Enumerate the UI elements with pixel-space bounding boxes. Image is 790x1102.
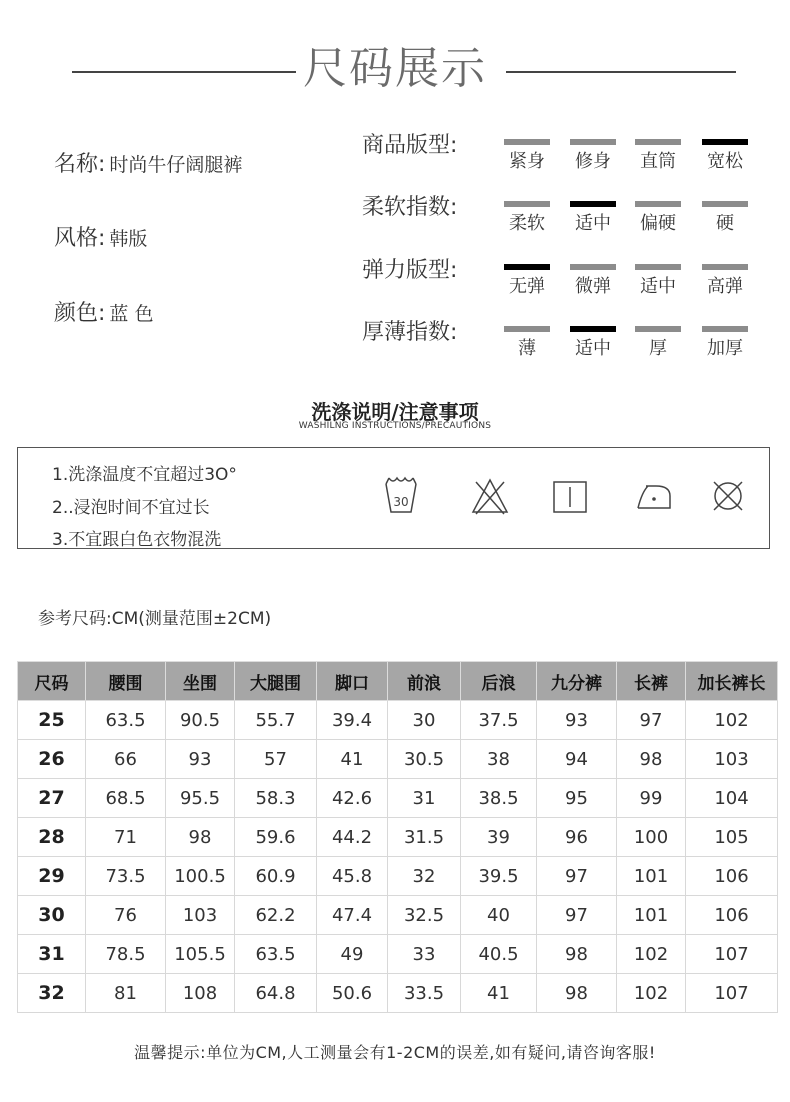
footer-note: 温馨提示:单位为CM,人工测量会有1-2CM的误差,如有疑问,请咨询客服! <box>134 1043 656 1062</box>
table-cell: 47.4 <box>317 896 388 935</box>
table-row <box>18 779 778 818</box>
spec-option <box>570 326 616 360</box>
table-header-row <box>18 662 778 701</box>
table-cell: 33 <box>388 935 461 974</box>
table-cell: 63.5 <box>235 935 317 974</box>
table-cell: 105.5 <box>166 935 235 974</box>
table-cell: 32 <box>388 857 461 896</box>
spec-label: 柔软指数: <box>362 195 458 220</box>
spec-option-label: 紧身 <box>509 151 545 172</box>
table-cell: 93 <box>537 701 617 740</box>
table-cell: 90.5 <box>166 701 235 740</box>
table-cell: 31.5 <box>388 818 461 857</box>
table-cell: 62.2 <box>235 896 317 935</box>
spec-bar <box>635 139 681 145</box>
spec-option <box>504 139 550 173</box>
spec-bar <box>570 139 616 145</box>
spec-option-label: 宽松 <box>707 151 743 172</box>
spec-option-label: 微弹 <box>575 276 611 297</box>
spec-option <box>570 139 616 173</box>
table-header-cell: 尺码 <box>18 662 86 701</box>
spec-label: 厚薄指数: <box>362 320 458 345</box>
table-row <box>18 857 778 896</box>
table-cell: 31 <box>388 779 461 818</box>
table-cell: 68.5 <box>86 779 166 818</box>
spec-option <box>702 326 748 360</box>
table-header-cell: 腰围 <box>86 662 166 701</box>
spec-option <box>635 139 681 173</box>
spec-option-label: 高弹 <box>707 276 743 297</box>
spec-option-label: 适中 <box>575 338 611 359</box>
spec-option <box>635 201 681 235</box>
table-cell: 101 <box>617 857 686 896</box>
table-cell: 98 <box>166 818 235 857</box>
table-cell: 99 <box>617 779 686 818</box>
table-cell: 100.5 <box>166 857 235 896</box>
table-cell: 98 <box>617 740 686 779</box>
table-cell: 78.5 <box>86 935 166 974</box>
spec-bar <box>504 139 550 145</box>
spec-label: 商品版型: <box>362 133 458 158</box>
table-cell: 57 <box>235 740 317 779</box>
table-cell: 42.6 <box>317 779 388 818</box>
table-cell: 41 <box>461 974 537 1013</box>
table-cell: 107 <box>686 974 778 1013</box>
table-cell: 32.5 <box>388 896 461 935</box>
table-cell: 101 <box>617 896 686 935</box>
spec-bar <box>702 326 748 332</box>
table-cell: 102 <box>617 935 686 974</box>
spec-label: 弹力版型: <box>362 258 458 283</box>
spec-option-label: 加厚 <box>707 338 743 359</box>
table-header-cell: 后浪 <box>461 662 537 701</box>
size-cell: 30 <box>18 896 86 935</box>
table-cell: 105 <box>686 818 778 857</box>
table-row <box>18 818 778 857</box>
table-cell: 102 <box>686 701 778 740</box>
product-color <box>54 296 153 327</box>
wash-line-2: 2..浸泡时间不宜过长 <box>52 498 210 518</box>
table-cell: 95 <box>537 779 617 818</box>
table-cell: 45.8 <box>317 857 388 896</box>
table-cell: 103 <box>166 896 235 935</box>
spec-option <box>570 201 616 235</box>
table-cell: 107 <box>686 935 778 974</box>
table-header-cell: 前浪 <box>388 662 461 701</box>
table-row <box>18 974 778 1013</box>
spec-option <box>570 264 616 298</box>
table-cell: 104 <box>686 779 778 818</box>
wash-line-1: 1.洗涤温度不宜超过3O° <box>52 465 237 485</box>
spec-bar <box>702 201 748 207</box>
table-cell: 39.5 <box>461 857 537 896</box>
no-tumble-dry-icon <box>709 476 747 516</box>
wash-title: 洗涤说明/注意事项 <box>311 400 479 424</box>
spec-option <box>504 264 550 298</box>
product-color-label: 颜色: <box>54 301 106 326</box>
spec-bar <box>635 326 681 332</box>
table-cell: 63.5 <box>86 701 166 740</box>
spec-option-label: 厚 <box>649 338 667 359</box>
table-cell: 38 <box>461 740 537 779</box>
table-cell: 95.5 <box>166 779 235 818</box>
size-cell: 26 <box>18 740 86 779</box>
table-cell: 106 <box>686 857 778 896</box>
table-header-cell: 长裤 <box>617 662 686 701</box>
table-cell: 33.5 <box>388 974 461 1013</box>
table-cell: 106 <box>686 896 778 935</box>
table-header-cell: 坐围 <box>166 662 235 701</box>
table-cell: 44.2 <box>317 818 388 857</box>
spec-bar <box>504 201 550 207</box>
table-cell: 60.9 <box>235 857 317 896</box>
table-row <box>18 701 778 740</box>
product-color-value: 蓝 色 <box>109 303 154 325</box>
wash-temp-label: 30 <box>393 495 409 509</box>
wash-30-icon <box>383 476 419 516</box>
table-cell: 100 <box>617 818 686 857</box>
spec-option-label: 薄 <box>518 338 536 359</box>
table-cell: 81 <box>86 974 166 1013</box>
table-cell: 94 <box>537 740 617 779</box>
table-cell: 97 <box>537 857 617 896</box>
line-dry-icon <box>551 476 589 516</box>
no-bleach-icon <box>470 476 510 516</box>
table-cell: 98 <box>537 935 617 974</box>
table-cell: 38.5 <box>461 779 537 818</box>
table-cell: 102 <box>617 974 686 1013</box>
spec-option-label: 柔软 <box>509 213 545 234</box>
table-cell: 97 <box>537 896 617 935</box>
spec-option-label: 适中 <box>575 213 611 234</box>
wash-subtitle: WASHILNG INSTRUCTIONS/PRECAUTIONS <box>298 421 492 431</box>
title-rule-right <box>506 71 736 73</box>
size-cell: 31 <box>18 935 86 974</box>
table-cell: 59.6 <box>235 818 317 857</box>
spec-bar-selected <box>570 326 616 332</box>
spec-bar-selected <box>570 201 616 207</box>
table-cell: 39 <box>461 818 537 857</box>
table-cell: 66 <box>86 740 166 779</box>
size-table <box>17 661 778 1013</box>
table-header-cell: 脚口 <box>317 662 388 701</box>
iron-low-icon <box>634 476 674 516</box>
table-cell: 30 <box>388 701 461 740</box>
spec-option <box>635 326 681 360</box>
spec-bar <box>635 264 681 270</box>
table-cell: 71 <box>86 818 166 857</box>
spec-bar <box>570 264 616 270</box>
table-cell: 98 <box>537 974 617 1013</box>
table-cell: 103 <box>686 740 778 779</box>
spec-option-label: 硬 <box>716 213 734 234</box>
spec-bar <box>702 264 748 270</box>
product-style-value: 韩版 <box>109 228 148 250</box>
spec-option-label: 直筒 <box>640 151 676 172</box>
spec-bar-selected <box>702 139 748 145</box>
size-cell: 25 <box>18 701 86 740</box>
table-cell: 39.4 <box>317 701 388 740</box>
spec-option-label: 适中 <box>640 276 676 297</box>
table-cell: 40 <box>461 896 537 935</box>
product-name-label: 名称: <box>54 152 106 177</box>
table-header-cell: 加长裤长 <box>686 662 778 701</box>
spec-option <box>702 264 748 298</box>
table-cell: 41 <box>317 740 388 779</box>
table-cell: 49 <box>317 935 388 974</box>
spec-option <box>504 326 550 360</box>
table-cell: 108 <box>166 974 235 1013</box>
spec-option-label: 修身 <box>575 151 611 172</box>
table-cell: 93 <box>166 740 235 779</box>
table-cell: 55.7 <box>235 701 317 740</box>
spec-option <box>702 139 748 173</box>
spec-option <box>504 201 550 235</box>
product-style <box>54 221 147 252</box>
product-name <box>54 147 242 178</box>
product-style-label: 风格: <box>54 226 106 251</box>
table-row <box>18 896 778 935</box>
spec-option-label: 无弹 <box>509 276 545 297</box>
table-cell: 30.5 <box>388 740 461 779</box>
table-row <box>18 740 778 779</box>
reference-note: 参考尺码:CM(测量范围±2CM) <box>38 609 272 629</box>
size-cell: 32 <box>18 974 86 1013</box>
size-cell: 29 <box>18 857 86 896</box>
spec-option <box>635 264 681 298</box>
size-cell: 27 <box>18 779 86 818</box>
table-cell: 76 <box>86 896 166 935</box>
spec-bar <box>635 201 681 207</box>
wash-line-3: 3.不宜跟白色衣物混洗 <box>52 530 222 550</box>
table-cell: 40.5 <box>461 935 537 974</box>
table-cell: 58.3 <box>235 779 317 818</box>
table-cell: 73.5 <box>86 857 166 896</box>
product-name-value: 时尚牛仔阔腿裤 <box>109 154 243 176</box>
table-cell: 96 <box>537 818 617 857</box>
table-header-cell: 九分裤 <box>537 662 617 701</box>
spec-bar <box>504 326 550 332</box>
table-cell: 64.8 <box>235 974 317 1013</box>
spec-bar-selected <box>504 264 550 270</box>
size-cell: 28 <box>18 818 86 857</box>
table-cell: 37.5 <box>461 701 537 740</box>
table-header-cell: 大腿围 <box>235 662 317 701</box>
table-cell: 97 <box>617 701 686 740</box>
table-row <box>18 935 778 974</box>
spec-option <box>702 201 748 235</box>
spec-option-label: 偏硬 <box>640 213 676 234</box>
table-cell: 50.6 <box>317 974 388 1013</box>
page-title: 尺码展示 <box>303 43 487 94</box>
